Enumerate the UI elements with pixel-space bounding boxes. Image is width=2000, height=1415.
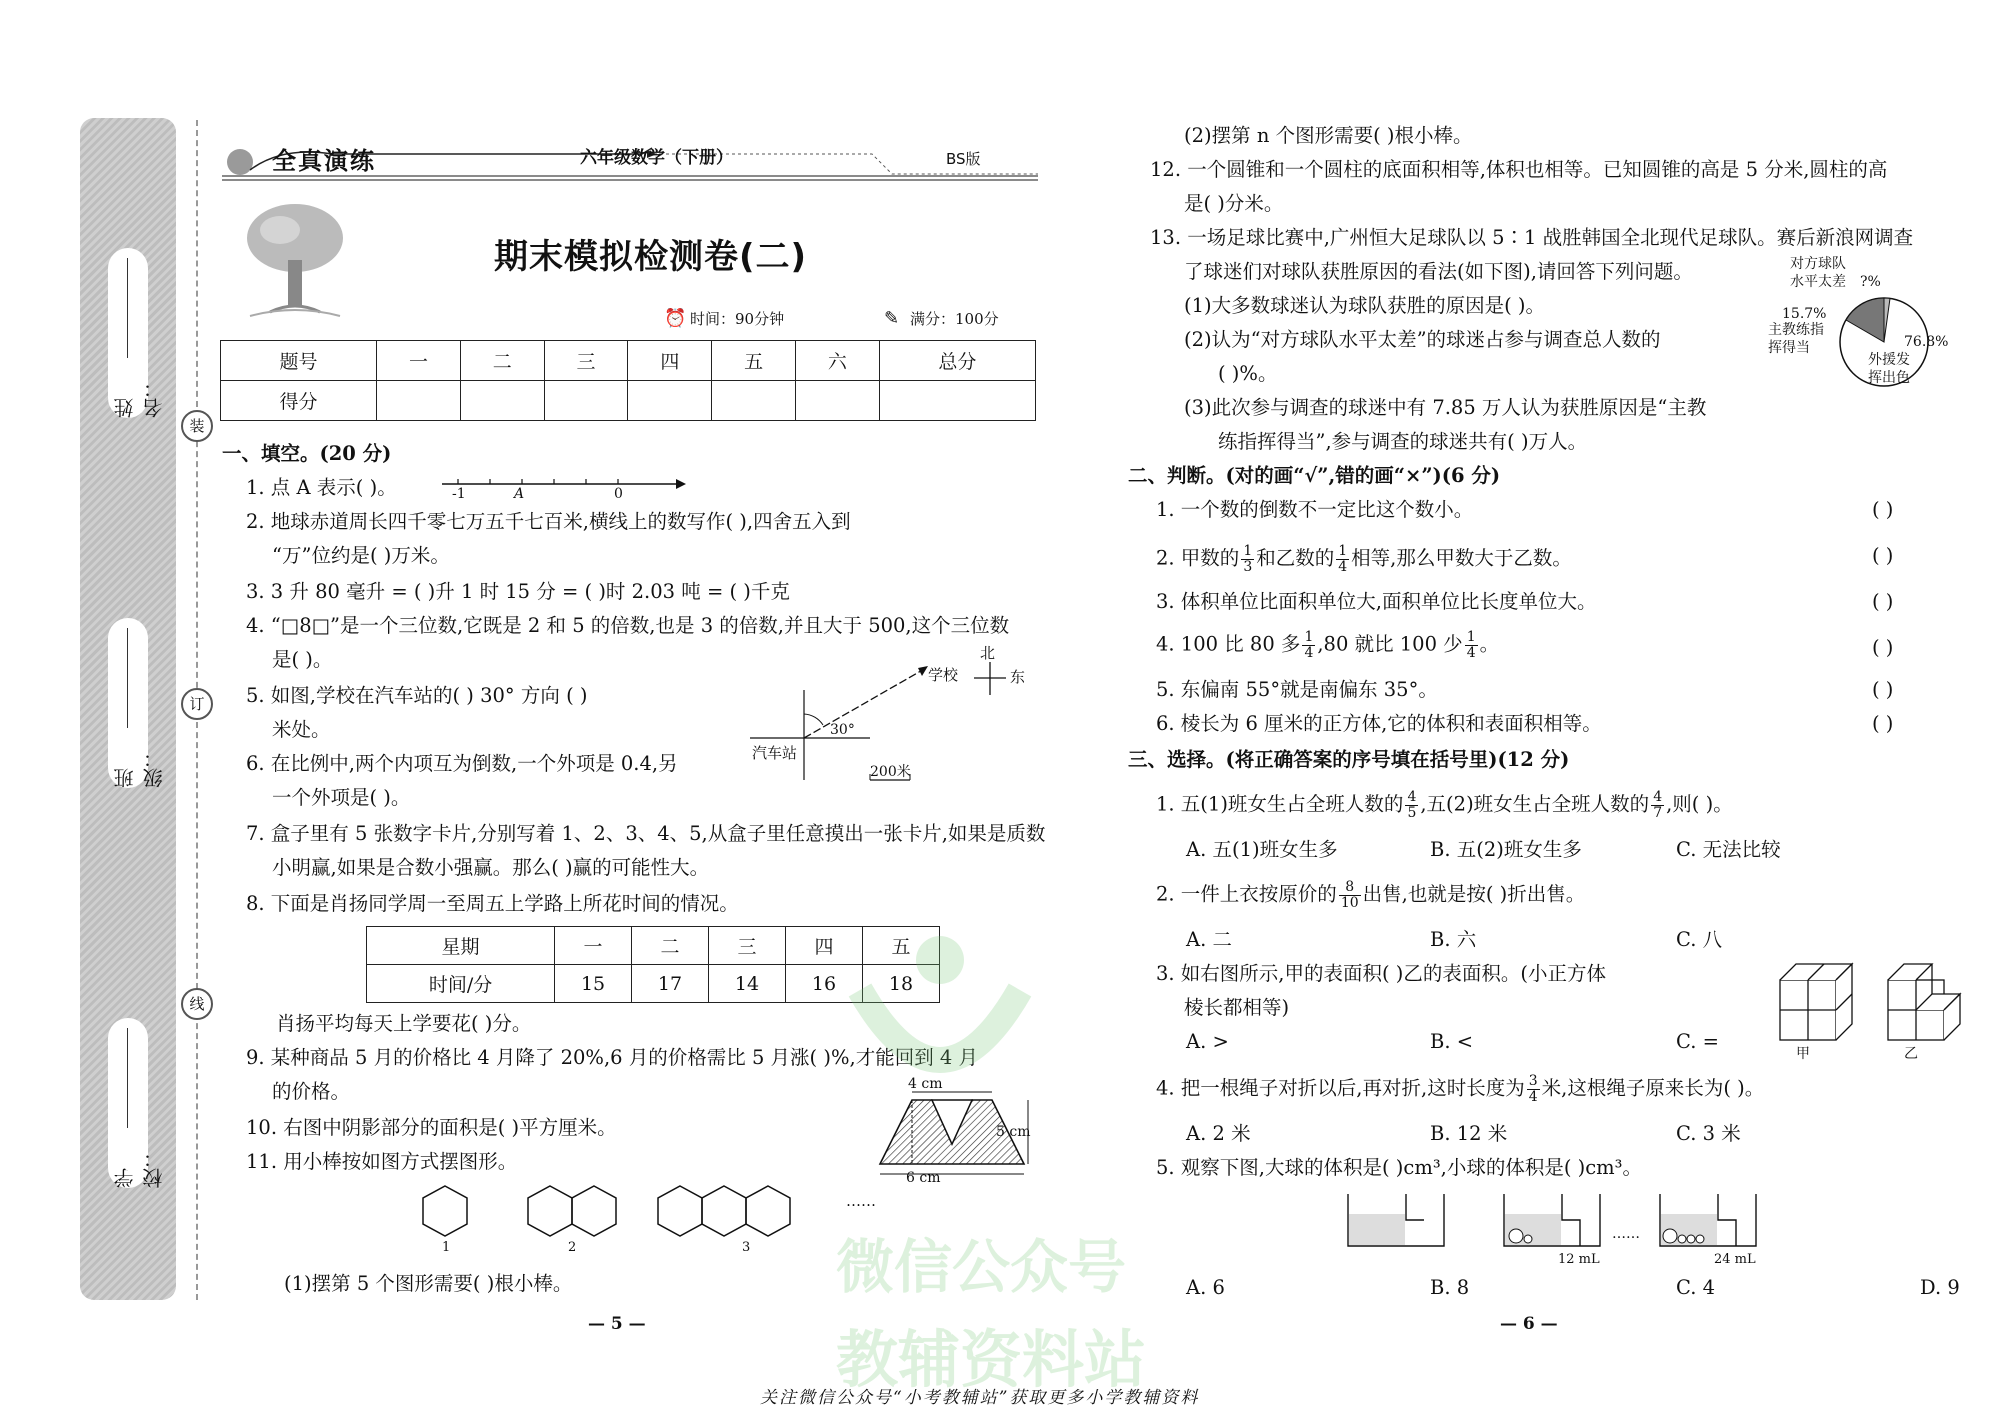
section-1-heading: 一、填空。(20 分) (222, 442, 392, 465)
choice-1-option-c[interactable]: C. 无法比较 (1676, 838, 1781, 861)
score-head-cell: 二 (460, 341, 544, 381)
hex-label-2: 2 (568, 1240, 577, 1255)
footer-text: 关注微信公众号“小考教辅站”获取更多小学教辅资料 (760, 1388, 1200, 1408)
q2-line2: “万”位约是( )万米。 (272, 544, 450, 567)
section-3-heading: 三、选择。(将正确答案的序号填在括号里)(12 分) (1128, 748, 1570, 771)
judge-1-answer[interactable]: ( ) (1872, 498, 1894, 521)
judge-2-text: 2. 甲数的 $\frac{1}{3}$ 和乙数的 $\frac{1}{4}$ 相等,那么甲数大于乙数。 (1156, 543, 1572, 575)
choice-1-text: 1. 五(1)班女生占全班人数的 $\frac{4}{5}$ ,五(2)班女生占全班人数的 $\frac{4}{7}$ ,则( )。 (1156, 789, 1733, 821)
choice-2-option-b[interactable]: B. 六 (1430, 928, 1477, 951)
choice-5-option-a[interactable]: A. 6 (1186, 1276, 1225, 1299)
score-head-cell: 六 (796, 341, 880, 381)
beaker-measure-24: 24 mL (1714, 1252, 1756, 1267)
name-line (127, 258, 128, 358)
judge-3-answer[interactable]: ( ) (1872, 590, 1894, 613)
score-table (220, 340, 1036, 421)
choice-1-option-b[interactable]: B. 五(2)班女生多 (1430, 838, 1582, 861)
q9-line1: 9. 某种商品 5 月的价格比 4 月降了 20%,6 月的价格需比 5 月涨( )%,才能回到 4 月 (246, 1046, 979, 1069)
name-pill (108, 248, 166, 418)
choice-3-option-a[interactable]: A. > (1186, 1030, 1229, 1053)
table-cell: 15 (555, 965, 632, 1003)
judge-5-answer[interactable]: ( ) (1872, 678, 1894, 701)
q6-line2: 一个外项是( )。 (272, 786, 411, 809)
beaker-figures (1344, 1190, 1784, 1260)
q4-line1: 4. “□8□”是一个三位数,它既是 2 和 5 的倍数,也是 3 的倍数,并且大于 500,这个三位数 (246, 614, 1010, 637)
q1-text: 1. 点 A 表示( )。 (246, 476, 397, 499)
choice-4-option-a[interactable]: A. 2 米 (1186, 1122, 1251, 1145)
q7-line2: 小明赢,如果是合数小强赢。那么( )赢的可能性大。 (272, 856, 710, 879)
q4-line2: 是( )。 (272, 648, 333, 671)
banner-text: 全真演练 (272, 147, 376, 175)
binding-sidebar (80, 118, 176, 1300)
q13-part1: (1)大多数球迷认为球队获胜的原因是( )。 (1184, 294, 1546, 317)
hexagon-sticks-figure (420, 1184, 840, 1254)
q5-line1: 5. 如图,学校在汽车站的( ) 30° 方向 ( ) (246, 684, 588, 707)
q8-question: 肖扬平均每天上学要花( )分。 (276, 1012, 532, 1035)
choice-2-option-c[interactable]: C. 八 (1676, 928, 1723, 951)
fraction-4-5: $\frac{4}{5}$ (1407, 789, 1417, 821)
q3-text: 3. 3 升 80 毫升 = ( )升 1 时 15 分 = ( )时 2.03 吨 = ( )千克 (246, 580, 790, 603)
choice-3-line2: 棱长都相等) (1184, 996, 1290, 1019)
grade-text: 六年级数学（下册） (580, 148, 733, 168)
choice-2-option-a[interactable]: A. 二 (1186, 928, 1232, 951)
judge-4-answer[interactable]: ( ) (1872, 636, 1894, 659)
section-2-heading: 二、判断。(对的画“√”,错的画“×”)(6 分) (1128, 464, 1501, 487)
judge-4-text: 4. 100 比 80 多 $\frac{1}{4}$ ,80 就比 100 少 $\frac{1}{4}$ 。 (1156, 629, 1500, 661)
cube-figures (1776, 958, 1976, 1058)
judge-6-text: 6. 棱长为 6 厘米的正方体,它的体积和表面积相等。 (1156, 712, 1602, 735)
q6-line1: 6. 在比例中,两个内项互为倒数,一个外项是 0.4,另 (246, 752, 678, 775)
class-pill (108, 618, 166, 788)
hex-ellipsis: …… (846, 1192, 876, 1210)
table-cell: 时间/分 (367, 965, 555, 1003)
score-cell[interactable] (544, 381, 628, 421)
watermark-logo (830, 930, 1050, 1110)
angle-label: 30° (830, 722, 855, 738)
table-head-cell: 五 (862, 927, 939, 965)
clock-icon: ⏰ (664, 308, 687, 329)
page-number-left: — 5 — (588, 1314, 646, 1334)
dim-top-label: 4 cm (908, 1076, 943, 1092)
pie-label-foreign-1: 外援发 (1868, 352, 1910, 368)
choice-5-option-d[interactable]: D. 9 (1920, 1276, 1960, 1299)
hex-label-3: 3 (742, 1240, 751, 1255)
choice-5-option-c[interactable]: C. 4 (1676, 1276, 1716, 1299)
table-cell: 17 (632, 965, 709, 1003)
fraction-1-4: $\frac{1}{4}$ (1304, 629, 1314, 661)
seal-mark-1: 装 (181, 410, 213, 442)
tick-label-neg1: -1 (452, 486, 466, 502)
q13-part3-line1: (3)此次参与调查的球迷中有 7.85 万人认为获胜原因是“主教 (1184, 396, 1707, 419)
choice-4-option-c[interactable]: C. 3 米 (1676, 1122, 1741, 1145)
fraction-1-4: $\frac{1}{4}$ (1338, 543, 1348, 575)
beaker-measure-12: 12 mL (1558, 1252, 1600, 1267)
page-title: 期末模拟检测卷(二) (494, 237, 808, 277)
number-line (440, 474, 690, 506)
pie-label-coach-2: 挥得当 (1768, 340, 1810, 356)
table-head-cell: 二 (632, 927, 709, 965)
score-head-cell: 题号 (221, 341, 377, 381)
judge-1-text: 1. 一个数的倒数不一定比这个数小。 (1156, 498, 1474, 521)
score-row-label: 得分 (221, 381, 377, 421)
judge-6-answer[interactable]: ( ) (1872, 712, 1894, 735)
choice-3-line1: 3. 如右图所示,甲的表面积( )乙的表面积。(小正方体 (1156, 962, 1607, 985)
table-head-cell: 四 (786, 927, 863, 965)
class-label: 班级： (113, 748, 166, 788)
score-head-cell: 四 (628, 341, 712, 381)
class-line (127, 628, 128, 728)
pie-label-opponent-2: 水平太差 (1790, 274, 1846, 290)
tick-label-a: A (514, 486, 525, 502)
q8-text: 8. 下面是肖扬同学周一至周五上学路上所花时间的情况。 (246, 892, 739, 915)
choice-5-text: 5. 观察下图,大球的体积是( )cm³,小球的体积是( )cm³。 (1156, 1156, 1642, 1179)
judge-3-text: 3. 体积单位比面积单位大,面积单位比长度单位大。 (1156, 590, 1597, 613)
table-cell: 16 (786, 965, 863, 1003)
tree-illustration (240, 200, 350, 320)
school-label: 学校 (928, 666, 959, 684)
choice-1-option-a[interactable]: A. 五(1)班女生多 (1186, 838, 1338, 861)
school-line (127, 1028, 128, 1128)
score-cell[interactable] (377, 381, 461, 421)
choice-5-option-b[interactable]: B. 8 (1430, 1276, 1470, 1299)
dim-bottom-label: 6 cm (906, 1170, 941, 1186)
q13-part2-line1: (2)认为“对方球队水平太差”的球迷占参与调查总人数的 (1184, 328, 1661, 351)
judge-2-answer[interactable]: ( ) (1872, 544, 1894, 567)
north-label: 北 (980, 644, 996, 662)
score-head-cell: 总分 (879, 341, 1035, 381)
beaker-dots: …… (1612, 1226, 1640, 1242)
q10-text: 10. 右图中阴影部分的面积是( )平方厘米。 (246, 1116, 617, 1139)
q11-text: 11. 用小棒按如图方式摆图形。 (246, 1150, 518, 1173)
pie-label-unknown: ?% (1860, 274, 1881, 290)
seal-mark-3: 线 (181, 988, 213, 1020)
page-number-right: — 6 — (1500, 1314, 1558, 1334)
choice-2-text: 2. 一件上衣按原价的 $\frac{8}{10}$ 出售,也就是按( )折出售。 (1156, 879, 1586, 911)
table-cell: 18 (862, 965, 939, 1003)
cube-label-jia: 甲 (1796, 1046, 1810, 1062)
watermark-text-2: 教辅资料站 (836, 1323, 1147, 1396)
cube-label-yi: 乙 (1904, 1046, 1918, 1062)
choice-3-option-c[interactable]: C. = (1676, 1030, 1719, 1053)
school-label: 学校： (113, 1148, 166, 1188)
fraction-1-4: $\frac{1}{4}$ (1466, 629, 1476, 661)
choice-3-option-b[interactable]: B. < (1430, 1030, 1474, 1053)
pie-label-opponent-1: 对方球队 (1790, 256, 1846, 272)
east-label: 东 (1010, 668, 1026, 686)
q11-part2: (2)摆第 n 个图形需要( )根小棒。 (1184, 124, 1473, 147)
score-cell[interactable] (879, 381, 1035, 421)
q9-line2: 的价格。 (272, 1080, 351, 1103)
fraction-1-3: $\frac{1}{3}$ (1243, 543, 1253, 575)
station-label: 汽车站 (752, 744, 798, 762)
q13-line2: 了球迷们对球队获胜原因的看法(如下图),请回答下列问题。 (1184, 260, 1693, 283)
hex-label-1: 1 (442, 1240, 451, 1255)
school-pill (108, 1018, 166, 1188)
choice-4-text: 4. 把一根绳子对折以后,再对折,这时长度为 $\frac{3}{4}$ 米,这根绳子原来长为( )。 (1156, 1073, 1765, 1105)
pie-label-coach-1: 主教练指 (1768, 322, 1824, 338)
q11-part1: (1)摆第 5 个图形需要( )根小棒。 (284, 1272, 573, 1295)
pie-label-foreign-2: 挥出色 (1868, 370, 1910, 386)
judge-5-text: 5. 东偏南 55°就是南偏东 35°。 (1156, 678, 1438, 701)
full-score-text: 满分：100分 (910, 310, 999, 328)
pie-label-coach-pct: 15.7% (1782, 306, 1827, 322)
table-head-cell: 一 (555, 927, 632, 965)
table-head-cell: 星期 (367, 927, 555, 965)
score-cell[interactable] (712, 381, 796, 421)
page-header (222, 140, 1038, 184)
edition-text: BS版 (946, 150, 981, 168)
q13-part2-line2: ( )%。 (1218, 362, 1278, 385)
q2-line1: 2. 地球赤道周长四千零七万五千七百米,横线上的数写作( ),四舍五入到 (246, 510, 851, 533)
tick-label-0: 0 (614, 486, 623, 502)
score-cell[interactable] (796, 381, 880, 421)
table-head-cell: 三 (709, 927, 786, 965)
seal-mark-2: 订 (181, 688, 213, 720)
score-cell[interactable] (628, 381, 712, 421)
table-cell: 14 (709, 965, 786, 1003)
q12-line2: 是( )分米。 (1184, 192, 1284, 215)
q5-line2: 米处。 (272, 718, 331, 741)
dim-right-label: 5 cm (996, 1124, 1031, 1140)
q13-line1: 13. 一场足球比赛中,广州恒大足球队以 5∶1 战胜韩国全北现代足球队。赛后新浪网调查 (1150, 226, 1914, 249)
fraction-4-7: $\frac{4}{7}$ (1653, 789, 1663, 821)
name-label: 姓名： (113, 378, 166, 418)
score-cell[interactable] (460, 381, 544, 421)
scale-label: 200米 (870, 764, 911, 780)
watermark-text-1: 微信公众号 (836, 1233, 1127, 1301)
pencil-icon: ✎ (884, 308, 900, 329)
fraction-8-10: $\frac{8}{10}$ (1340, 879, 1359, 911)
fraction-3-4: $\frac{3}{4}$ (1528, 1073, 1538, 1105)
score-head-cell: 五 (712, 341, 796, 381)
q13-part3-line2: 练指挥得当”,参与调查的球迷共有( )万人。 (1218, 430, 1588, 453)
score-head-cell: 三 (544, 341, 628, 381)
q12-line1: 12. 一个圆锥和一个圆柱的底面积相等,体积也相等。已知圆锥的高是 5 分米,圆柱的高 (1150, 158, 1888, 181)
score-head-cell: 一 (377, 341, 461, 381)
choice-4-option-b[interactable]: B. 12 米 (1430, 1122, 1508, 1145)
pie-label-foreign-pct: 76.8% (1904, 334, 1949, 350)
q7-line1: 7. 盒子里有 5 张数字卡片,分别写着 1、2、3、4、5,从盒子里任意摸出一张卡片,如果是质数 (246, 822, 1046, 845)
time-text: 时间：90分钟 (690, 310, 785, 328)
